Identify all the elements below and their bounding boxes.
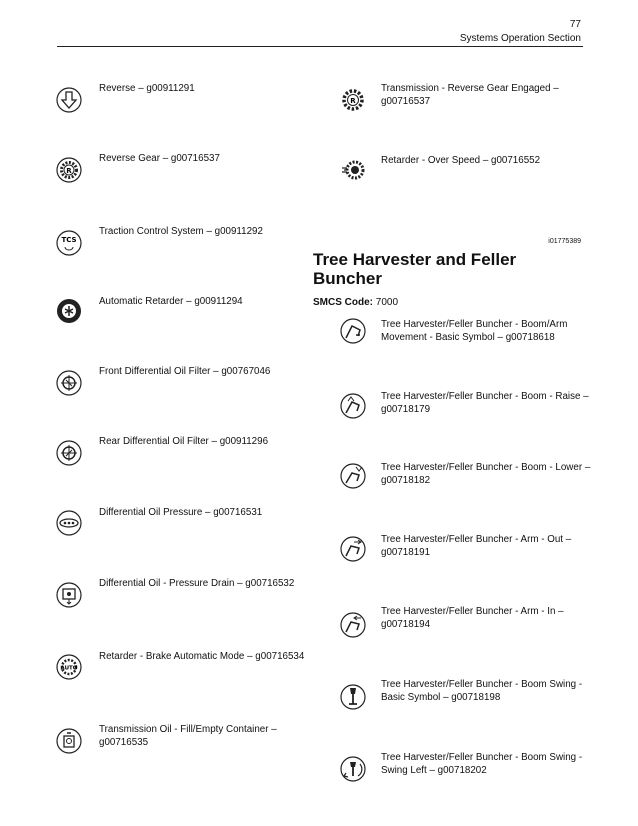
tcs-icon <box>56 230 82 256</box>
symbol-label: Tree Harvester/Feller Buncher - Boom - Raise <box>381 391 581 402</box>
symbol-code: g00767046 <box>221 366 271 377</box>
brake-auto-mode-icon <box>56 654 82 680</box>
symbol-code: g00716537 <box>381 95 431 107</box>
symbol-label: Retarder - Brake Automatic Mode <box>99 651 245 662</box>
symbol-entry: Front Differential Oil Filter – g00767046 <box>99 366 271 377</box>
pressure-drain-icon <box>56 582 82 608</box>
symbol-code: g00911292 <box>214 226 263 237</box>
symbol-entry: Tree Harvester/Feller Buncher - Arm - In – g00718194 <box>381 606 564 630</box>
page-number: 77 <box>569 19 581 30</box>
symbol-code: g00718179 <box>381 403 431 415</box>
symbol-code: g00716531 <box>213 507 263 518</box>
symbol-label: Differential Oil - Pressure Drain <box>99 578 235 589</box>
reverse-arrow-icon <box>56 87 82 113</box>
svg-text:R: R <box>66 167 72 175</box>
symbol-label: Retarder - Over Speed <box>381 155 481 166</box>
smcs-value: 7000 <box>375 297 399 308</box>
automatic-retarder-icon <box>56 298 82 324</box>
symbol-code: g00718202 <box>437 764 487 776</box>
symbol-label: Transmission Oil - Fill/Empty Container <box>99 724 269 735</box>
symbol-label: Tree Harvester/Feller Buncher - Boom Swing - Swing Left <box>381 752 583 776</box>
symbol-entry: Transmission Oil - Fill/Empty Container – g00716535 <box>99 724 277 748</box>
symbol-label: Tree Harvester/Feller Buncher - Boom - Lower <box>381 462 583 473</box>
symbol-entry: Tree Harvester/Feller Buncher - Boom/Arm Movement - Basic Symbol – g00718618 <box>381 319 568 343</box>
symbol-entry: Differential Oil - Pressure Drain – g00716532 <box>99 578 295 589</box>
symbol-code: g00716537 <box>170 153 220 164</box>
retarder-overspeed-icon <box>340 157 366 183</box>
svg-text:TCS: TCS <box>61 236 77 244</box>
section-title: Systems Operation Section <box>459 33 581 44</box>
smcs-label: SMCS Code: <box>313 297 373 308</box>
symbol-code: g00716535 <box>99 736 149 748</box>
symbol-label: Transmission - Reverse Gear Engaged <box>381 83 551 94</box>
section-heading: Tree Harvester and Feller Buncher <box>313 250 517 288</box>
symbol-entry: Tree Harvester/Feller Buncher - Boom - Raise – g00718179 <box>381 391 589 415</box>
symbol-code: g00718618 <box>505 331 555 343</box>
symbol-label: Tree Harvester/Feller Buncher - Arm - In <box>381 606 556 617</box>
header-rule <box>57 46 583 47</box>
symbol-entry: Traction Control System – g00911292 <box>99 226 263 237</box>
symbol-label: Tree Harvester/Feller Buncher - Boom Swing - Basic Symbol <box>381 679 583 703</box>
smcs-code <box>313 297 398 308</box>
reverse-gear-icon <box>56 157 82 183</box>
symbol-label: Tree Harvester/Feller Buncher - Boom/Arm Movement - Basic Symbol <box>381 319 568 343</box>
symbol-code: g00716532 <box>245 578 295 589</box>
arm-out-icon <box>340 536 366 562</box>
boom-raise-icon <box>340 393 366 419</box>
symbol-entry: Retarder - Brake Automatic Mode – g00716534 <box>99 651 305 662</box>
boom-swing-basic-icon <box>340 684 366 710</box>
boom-lower-icon <box>340 463 366 489</box>
symbol-entry: Reverse – g00911291 <box>99 83 195 94</box>
symbol-label: Front Differential Oil Filter <box>99 366 211 377</box>
symbol-code: g00911294 <box>194 296 243 307</box>
symbol-entry: Tree Harvester/Feller Buncher - Boom - Lower – g00718182 <box>381 462 591 486</box>
symbol-entry: Transmission - Reverse Gear Engaged – g00716537 <box>381 83 559 107</box>
boom-arm-basic-icon <box>340 318 366 344</box>
symbol-entry: Tree Harvester/Feller Buncher - Boom Swing - Swing Left – g00718202 <box>381 752 583 776</box>
symbol-entry: Retarder - Over Speed – g00716552 <box>381 155 541 166</box>
symbol-entry: Tree Harvester/Feller Buncher - Arm - Out – g00718191 <box>381 534 572 558</box>
symbol-code: g00911291 <box>146 83 195 94</box>
reverse-gear-engaged-icon <box>340 87 366 113</box>
swing-left-icon <box>340 756 366 782</box>
transmission-oil-container-icon <box>56 728 82 754</box>
symbol-label: Automatic Retarder <box>99 296 184 307</box>
svg-text:R: R <box>350 97 356 105</box>
symbol-label: Reverse <box>99 83 136 94</box>
differential-pressure-icon <box>56 510 82 536</box>
front-differential-filter-icon <box>56 370 82 396</box>
symbol-code: g00911296 <box>219 436 269 447</box>
symbol-code: g00718191 <box>381 546 431 558</box>
symbol-code: g00718194 <box>381 618 431 630</box>
symbol-entry: Rear Differential Oil Filter – g00911296 <box>99 436 269 447</box>
rear-differential-filter-icon <box>56 440 82 466</box>
arm-in-icon <box>340 612 366 638</box>
symbol-label: Reverse Gear <box>99 153 160 164</box>
symbol-entry: Differential Oil Pressure – g00716531 <box>99 507 263 518</box>
image-reference: i01775389 <box>548 238 581 245</box>
svg-text:AUTO: AUTO <box>60 665 78 672</box>
symbol-code: g00716552 <box>491 155 541 166</box>
symbol-label: Tree Harvester/Feller Buncher - Arm - Out <box>381 534 564 545</box>
symbol-code: g00716534 <box>255 651 305 662</box>
symbol-entry: Tree Harvester/Feller Buncher - Boom Swing - Basic Symbol – g00718198 <box>381 679 583 703</box>
symbol-label: Differential Oil Pressure <box>99 507 203 518</box>
symbol-code: g00718182 <box>381 474 431 486</box>
symbol-label: Traction Control System <box>99 226 204 237</box>
symbol-entry: Automatic Retarder – g00911294 <box>99 296 243 307</box>
symbol-entry: Reverse Gear – g00716537 <box>99 153 220 164</box>
symbol-label: Rear Differential Oil Filter <box>99 436 209 447</box>
symbol-code: g00718198 <box>451 691 501 703</box>
